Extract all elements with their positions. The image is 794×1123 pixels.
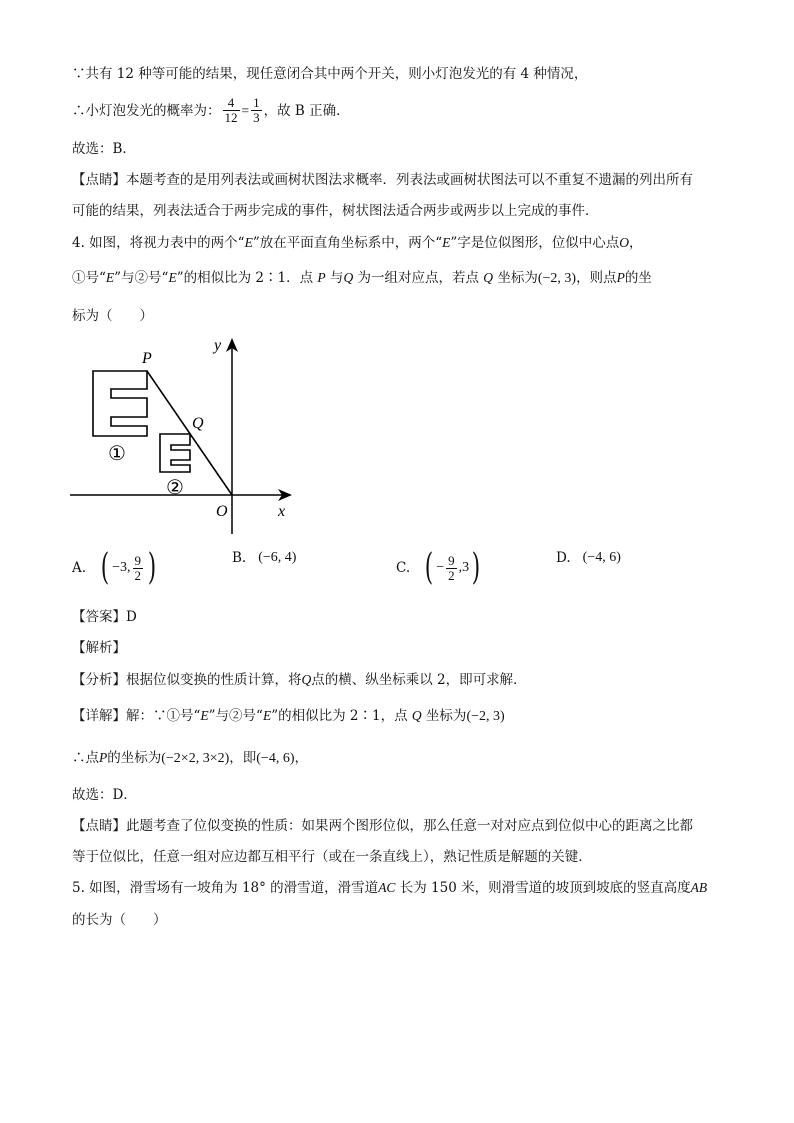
label-o: O (216, 503, 228, 520)
analysis-heading: 【解析】 (72, 640, 126, 656)
coordinate-figure (70, 334, 302, 544)
answer: 【答案】D (72, 609, 137, 625)
line-p-o (147, 371, 232, 495)
text-line: 故选：B． (72, 141, 136, 157)
text-line: 故选：D． (72, 787, 137, 803)
label-q: Q (192, 415, 204, 432)
probability-line: ∴小灯泡发光的概率为： $\frac{4}{12}$ = $\frac{1}{3}$ ，故 B 正确． (72, 95, 350, 125)
label-p: P (142, 350, 152, 367)
label-x: x (278, 503, 286, 520)
e-shape-2 (160, 434, 190, 472)
detail-line: 【详解】解：∵①号“E”与②号“E”的相似比为 2∶1，点 Q 坐标为(−2, 3) (72, 708, 505, 724)
text-line: 可能的结果，列表法适合于两步完成的事件，树状图法适合两步或两步以上完成的事件． (72, 203, 599, 219)
text-line: 标为（ ） (72, 308, 153, 324)
label-y: y (214, 337, 222, 354)
label-1: ① (108, 443, 126, 465)
text-line: 等于位似比，任意一组对应边都互相平行（或在一条直线上），熟记性质是解题的关键． (72, 849, 592, 865)
text-line: 【点睛】本题考查的是用列表法或画树状图法求概率．列表法或画树状图法可以不重复不遗漏的列出所有 (72, 172, 693, 188)
fraction: $\frac{1}{3}$ (253, 95, 260, 125)
text-line: 【点睛】此题考查了位似变换的性质：如果两个图形位似，那么任意一对对应点到位似中心的距离之比都 (72, 818, 693, 834)
option-b: B. (−6, 4) (232, 550, 297, 566)
option-a: A. ( −3, $\frac{9}{2}$ ) (72, 547, 157, 588)
fraction: $\frac{4}{12}$ (224, 95, 238, 125)
option-c: C. ( − $\frac{9}{2}$ ,3 ) (396, 547, 481, 588)
detail-line: ∴点P的坐标为(−2×2, 3×2)，即(−4, 6)， (72, 750, 308, 766)
option-d: D. (−4, 6) (556, 550, 621, 566)
question-5-stem: 的长为（ ） (72, 912, 167, 928)
question-5-stem: 5. 如图，滑雪场有一坡角为 18° 的滑雪道，滑雪道AC 长为 150 米，则滑雪道的坡顶到坡底的竖直高度AB (72, 880, 708, 896)
label-2: ② (166, 477, 184, 499)
text-line: ∵共有 12 种等可能的结果，现任意闭合其中两个开关，则小灯泡发光的有 4 种情况， (72, 66, 588, 82)
e-shape-1 (93, 371, 147, 436)
question-4-stem: 4. 如图，将视力表中的两个“E”放在平面直角坐标系中，两个“E”字是位似图形，位似中心点O， (72, 235, 643, 251)
analysis-line: 【分析】根据位似变换的性质计算，将Q点的横、纵坐标乘以 2，即可求解． (72, 672, 527, 688)
question-4-stem: ①号“E”与②号“E”的相似比为 2∶1．点 P 与Q 为一组对应点，若点 Q 坐标为(−2, 3)，则点P的坐 (72, 270, 652, 286)
